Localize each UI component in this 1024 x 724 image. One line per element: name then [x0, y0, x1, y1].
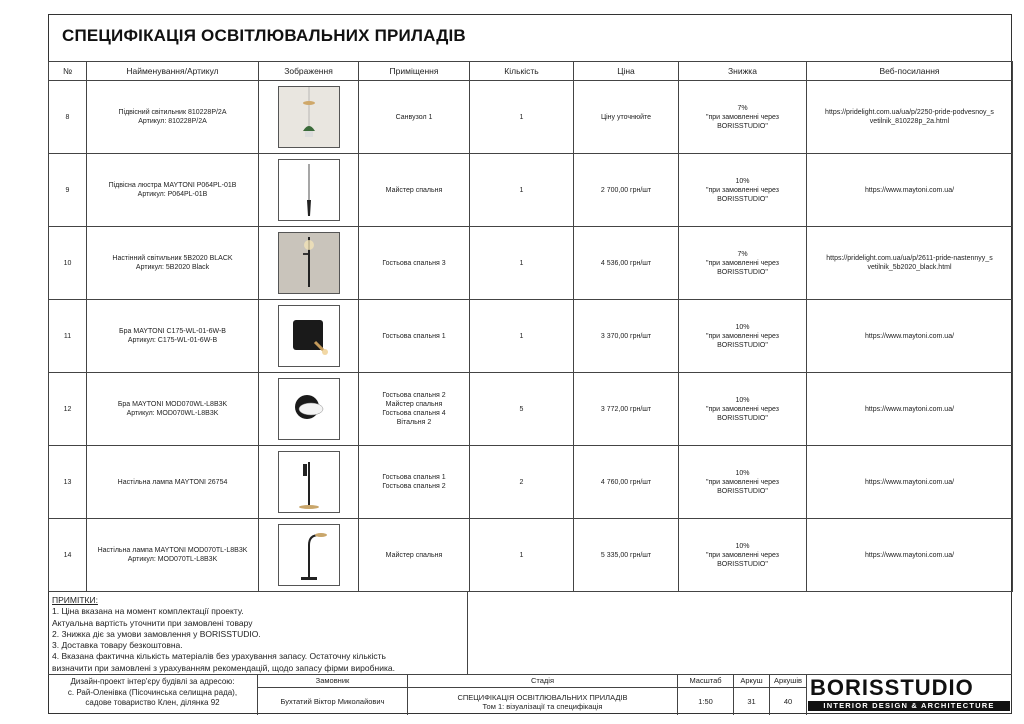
- item-image-cell: [259, 227, 359, 300]
- item-quantity: 1: [470, 300, 574, 373]
- item-name-cell: [87, 300, 259, 373]
- customer-label: Замовник: [258, 675, 407, 688]
- table-row: [49, 227, 1013, 300]
- item-name-cell: [87, 81, 259, 154]
- scale-cell: [677, 675, 733, 715]
- item-discount-cell: [679, 227, 807, 300]
- project-address: [48, 675, 257, 715]
- item-name-cell: [87, 519, 259, 592]
- notes-heading: ПРИМІТКИ:: [52, 595, 98, 605]
- notes-line: 2. Знижка діє за умови замовлення у BORISSTUDIO.: [52, 628, 261, 639]
- pendant-lamp-photo: [278, 86, 340, 148]
- item-price: Ціну уточнюйте: [574, 81, 679, 154]
- item-quantity: 1: [470, 519, 574, 592]
- item-discount-note: "при замовленні через BORISSTUDIO": [706, 113, 779, 130]
- address-line: с. Рай-Оленівка (Пісочинська селищна рада),: [67, 687, 238, 697]
- item-name-cell: [87, 154, 259, 227]
- item-discount-note: "при замовленні через BORISSTUDIO": [706, 186, 779, 203]
- logo-tagline: INTERIOR DESIGN & ARCHITECTURE: [808, 701, 1010, 711]
- item-price: 5 335,00 грн/шт: [574, 519, 679, 592]
- item-number: 9: [49, 154, 87, 227]
- table-row: [49, 373, 1013, 446]
- item-room: Майстер спальня: [359, 519, 470, 592]
- item-link[interactable]: https://pridelight.com.ua/ua/p/2250-pride-podvesnoy_svetilnik_810228p_2a.html: [807, 81, 1013, 154]
- item-discount: 10%: [735, 542, 750, 550]
- item-quantity: 1: [470, 81, 574, 154]
- item-discount-cell: [679, 446, 807, 519]
- item-name-cell: [87, 227, 259, 300]
- item-article: Артикул: MOD070TL-L8B3K: [127, 556, 218, 563]
- item-room: Санвузол 1: [359, 81, 470, 154]
- spec-table: [48, 61, 1013, 592]
- item-link[interactable]: https://www.maytoni.com.ua/: [807, 154, 1013, 227]
- item-discount-note: "при замовленні через BORISSTUDIO": [706, 259, 779, 276]
- item-image-cell: [259, 154, 359, 227]
- item-price: 3 370,00 грн/шт: [574, 300, 679, 373]
- pendant-chandelier-photo: [278, 159, 340, 221]
- item-room: Гостьова спальня 2 Майстер спальня Гостьова спальня 4 Вітальня 2: [359, 373, 470, 446]
- address-line: садове товариство Клен, ділянка 92: [85, 698, 220, 707]
- sheets-cell: [769, 675, 806, 715]
- item-quantity: 5: [470, 373, 574, 446]
- studio-logo: [808, 676, 1010, 712]
- item-number: 8: [49, 81, 87, 154]
- item-discount-note: "при замовленні через BORISSTUDIO": [706, 478, 779, 495]
- item-discount: 7%: [737, 104, 748, 112]
- item-discount-cell: [679, 373, 807, 446]
- stage-value: [408, 688, 677, 715]
- item-discount-cell: [679, 81, 807, 154]
- table-row: [49, 446, 1013, 519]
- item-price: 4 760,00 грн/шт: [574, 446, 679, 519]
- item-link[interactable]: https://www.maytoni.com.ua/: [807, 300, 1013, 373]
- item-room: Гостьова спальня 1 Гостьова спальня 2: [359, 446, 470, 519]
- scale-value: 1:50: [698, 697, 713, 706]
- desk-lamp-photo: [278, 451, 340, 513]
- col-link: Веб-посилання: [807, 62, 1013, 81]
- col-room: Приміщення: [359, 62, 470, 81]
- customer-cell: [257, 675, 407, 715]
- item-discount-cell: [679, 154, 807, 227]
- item-discount-note: "при замовленні через BORISSTUDIO": [706, 405, 779, 422]
- item-link[interactable]: https://www.maytoni.com.ua/: [807, 446, 1013, 519]
- item-price: 2 700,00 грн/шт: [574, 154, 679, 227]
- item-name: Бра MAYTONI MOD070WL-L8B3K: [117, 401, 228, 408]
- item-price: 4 536,00 грн/шт: [574, 227, 679, 300]
- col-discount: Знижка: [679, 62, 807, 81]
- item-discount-cell: [679, 519, 807, 592]
- item-article: Артикул: MOD070WL-L8B3K: [126, 410, 219, 417]
- logo-wordmark: BORISSTUDIO: [810, 675, 974, 700]
- item-image-cell: [259, 300, 359, 373]
- item-name: Настільна лампа MAYTONI MOD070TL-L8B3K: [97, 547, 248, 554]
- item-article: Артикул: C175-WL-01-6W-B: [127, 337, 218, 344]
- item-name-cell: [87, 446, 259, 519]
- sheet-cell: [733, 675, 769, 715]
- item-number: 14: [49, 519, 87, 592]
- item-article: Артикул: 5B2020 Black: [135, 264, 210, 271]
- item-discount-cell: [679, 300, 807, 373]
- col-number: №: [49, 62, 87, 81]
- table-row: [49, 154, 1013, 227]
- item-discount: 10%: [735, 396, 750, 404]
- table-row: [49, 300, 1013, 373]
- item-room: Гостьова спальня 1: [359, 300, 470, 373]
- wall-lamp-photo: [278, 232, 340, 294]
- table-lamp-arc-photo: [278, 524, 340, 586]
- stage-volume: Том 1: візуалізації та специфікація: [482, 701, 603, 711]
- table-row: [49, 81, 1013, 154]
- item-discount: 10%: [735, 323, 750, 331]
- item-discount: 10%: [735, 177, 750, 185]
- item-name: Настільна лампа MAYTONI 26754: [117, 478, 228, 486]
- item-discount-note: "при замовленні через BORISSTUDIO": [706, 332, 779, 349]
- sconce-round-photo: [278, 378, 340, 440]
- item-name: Бра MAYTONI C175-WL-01-6W-B: [119, 328, 226, 335]
- notes-line: визначити при замовлені з урахуванням рекомендацій, щодо запасу фірми виробника.: [52, 662, 395, 673]
- item-room: Гостьова спальня 3: [359, 227, 470, 300]
- sheets-value: 40: [783, 697, 793, 706]
- item-article: Артикул: P064PL-01B: [137, 191, 208, 198]
- page-title: СПЕЦИФІКАЦІЯ ОСВІТЛЮВАЛЬНИХ ПРИЛАДІВ: [62, 26, 466, 45]
- notes-line: Актуальна вартість уточнити при замовлені товару: [52, 617, 253, 628]
- address-line: Дизайн-проект інтер'єру будівлі за адресою:: [70, 677, 235, 686]
- item-room: Майстер спальня: [359, 154, 470, 227]
- table-row: [49, 519, 1013, 592]
- item-name: Настінний світильник 5B2020 BLACK: [112, 255, 233, 262]
- sheet-value: 31: [747, 697, 756, 706]
- stage-label: Стадія: [408, 675, 677, 688]
- sconce-square-photo: [278, 305, 340, 367]
- item-discount-note: "при замовленні через BORISSTUDIO": [706, 551, 779, 568]
- item-name: Підвісний світильник 810228P/2A: [118, 109, 227, 116]
- item-price: 3 772,00 грн/шт: [574, 373, 679, 446]
- item-name: Підвісна люстра MAYTONI P064PL-01B: [108, 182, 237, 189]
- item-image-cell: [259, 81, 359, 154]
- item-discount: 7%: [737, 250, 748, 258]
- scale-label: Масштаб: [678, 675, 733, 688]
- stage-cell: [407, 675, 677, 715]
- item-link[interactable]: https://pridelight.com.ua/ua/p/2611-pride-nastennyy_svetilnik_5b2020_black.html: [807, 227, 1013, 300]
- notes-line: 3. Доставка товару безкоштовна.: [52, 640, 183, 651]
- item-quantity: 1: [470, 227, 574, 300]
- item-number: 12: [49, 373, 87, 446]
- col-name: Найменування/Артикул: [87, 62, 259, 81]
- item-discount: 10%: [735, 469, 750, 477]
- sheet-label: Аркуш: [734, 675, 769, 688]
- item-quantity: 2: [470, 446, 574, 519]
- col-quantity: Кількість: [470, 62, 574, 81]
- item-number: 11: [49, 300, 87, 373]
- item-name-cell: [87, 373, 259, 446]
- stage-title: СПЕЦИФІКАЦІЯ ОСВІТЛЮВАЛЬНИХ ПРИЛАДІВ: [457, 692, 628, 702]
- notes-block: [48, 592, 468, 674]
- item-link[interactable]: https://www.maytoni.com.ua/: [807, 519, 1013, 592]
- item-quantity: 1: [470, 154, 574, 227]
- col-image: Зображення: [259, 62, 359, 81]
- item-number: 10: [49, 227, 87, 300]
- item-article: Артикул: 810228P/2A: [138, 118, 207, 125]
- item-image-cell: [259, 373, 359, 446]
- customer-name: Бухтатий Віктор Миколайович: [280, 697, 385, 706]
- sheets-label: Аркушів: [770, 675, 806, 688]
- item-number: 13: [49, 446, 87, 519]
- item-image-cell: [259, 519, 359, 592]
- item-link[interactable]: https://www.maytoni.com.ua/: [807, 373, 1013, 446]
- item-image-cell: [259, 446, 359, 519]
- notes-line: 1. Ціна вказана на момент комплектації проекту.: [52, 606, 244, 617]
- notes-line: 4. Вказана фактична кількість матеріалів без урахування запасу. Остаточну кількість: [52, 651, 386, 662]
- col-price: Ціна: [574, 62, 679, 81]
- table-header-row: [49, 62, 1013, 81]
